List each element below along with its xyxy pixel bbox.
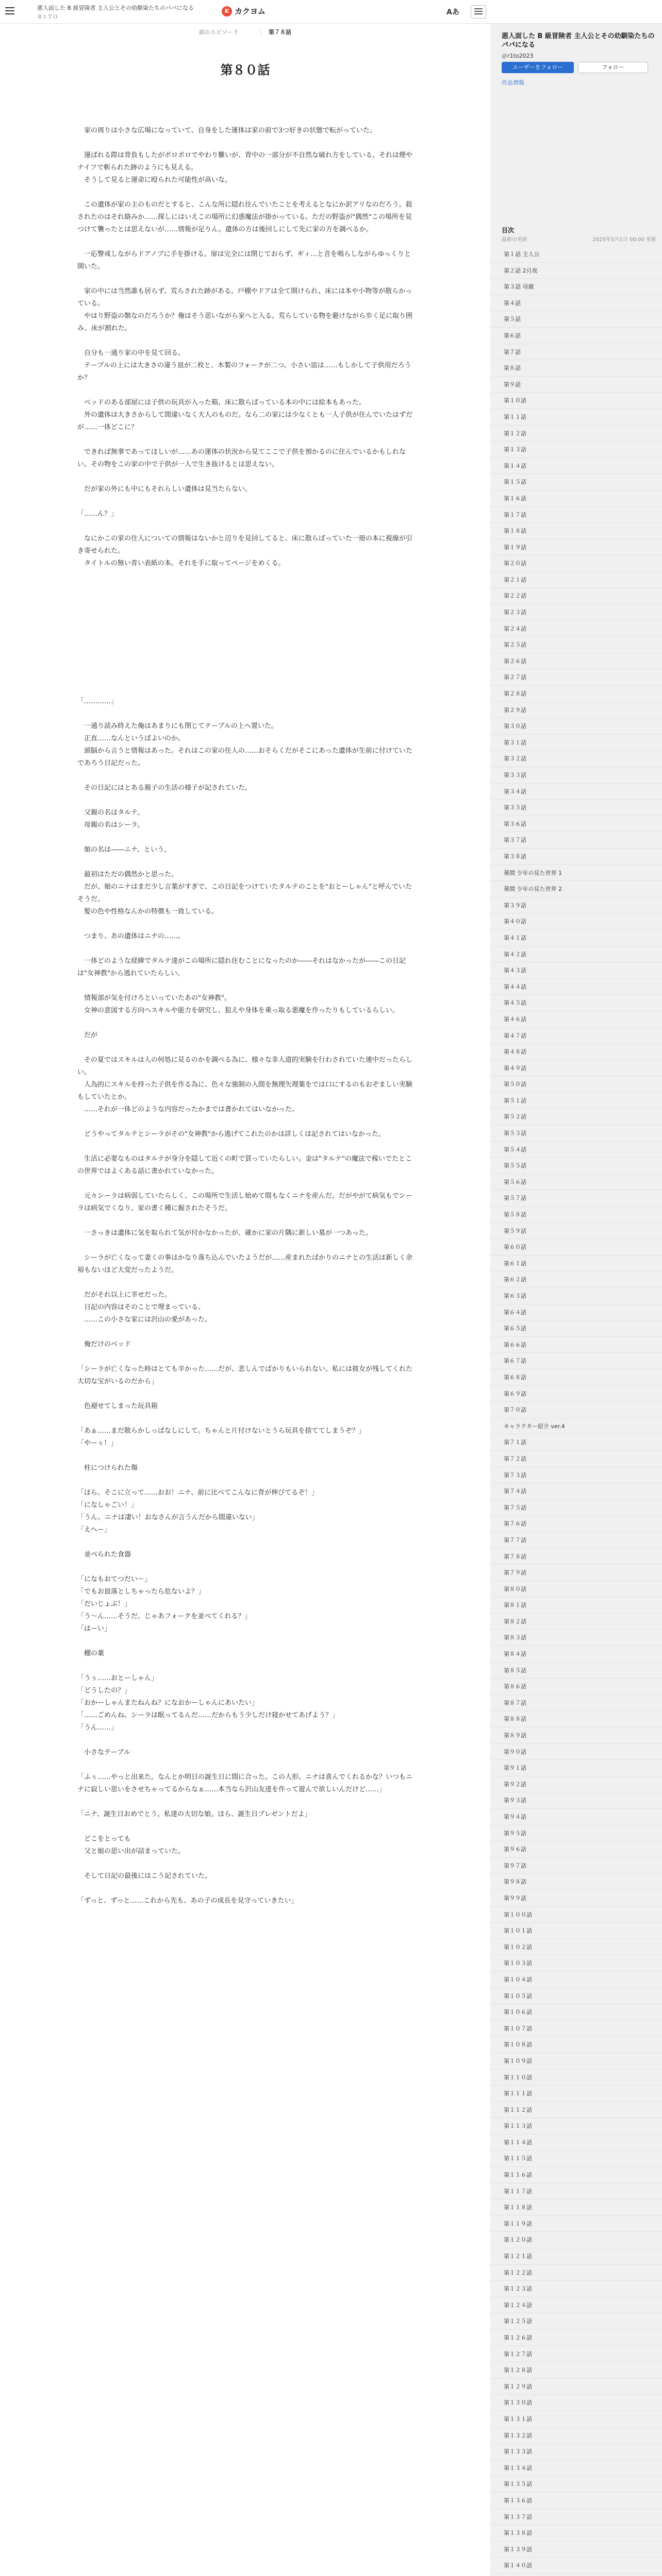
toc-item[interactable]: キャラクター紹介 ver.4 <box>490 1418 662 1435</box>
toc-item[interactable]: 第５２話 <box>490 1109 662 1125</box>
toc-item[interactable] <box>490 2574 662 2576</box>
toc-item[interactable]: 第４３話 <box>490 962 662 979</box>
toc-item[interactable]: 第８４話 <box>490 1646 662 1663</box>
toc-item[interactable]: 第１２０話 <box>490 2232 662 2248</box>
toc-item[interactable]: 第３話 母親 <box>490 279 662 295</box>
current-episode-label[interactable]: 第７８話 <box>269 29 291 36</box>
body-paragraph: 「シーラが亡くなった時はとても辛かった……だが、悲しんでばかりもいられない。私には彼女が残してくれた大切な宝がいるのだから」 <box>77 1365 413 1385</box>
toc-sidebar <box>490 24 662 2576</box>
body-paragraph: 並べられた食器 <box>77 1551 131 1558</box>
sidebar-work-title[interactable]: 悪人面した B 級冒険者 主人公とその幼馴染たちのパパになる <box>502 32 655 49</box>
toc-item[interactable]: 第８７話 <box>490 1695 662 1711</box>
body-paragraph: どこをとっても 父と娘の思い出が詰まっていた。 <box>84 1835 185 1855</box>
updated-label: 最新の更新 <box>502 237 527 243</box>
toc-item[interactable]: 第１４０話 <box>490 2557 662 2574</box>
toc-item[interactable]: 第１３０話 <box>490 2395 662 2411</box>
toc-item[interactable]: 第１３７話 <box>490 2509 662 2526</box>
toc-item[interactable]: 第５９話 <box>490 1223 662 1240</box>
body-paragraph: できれば無事であってほしいが……あの運体の状況から見てここで子供を預かるのに住んでいるかもしれない。その物をこの家の中で子供が一人で生き抜けるとは思えない。 <box>77 448 406 468</box>
body-paragraph: 色褪せてしまった玩具箱 <box>77 1402 158 1410</box>
toc-item[interactable]: 第１３５話 <box>490 2476 662 2493</box>
toc-item[interactable]: 第１２７話 <box>490 2346 662 2363</box>
toc-list-icon[interactable] <box>471 5 486 19</box>
toc-item[interactable]: 第１２３話 <box>490 2281 662 2297</box>
toc-item[interactable]: 第４９話 <box>490 1060 662 1077</box>
toc-item[interactable]: 第８９話 <box>490 1727 662 1744</box>
toc-item[interactable]: 第２６話 <box>490 653 662 670</box>
toc-item[interactable]: 第２４話 <box>490 621 662 637</box>
toc-item[interactable]: 第１２８話 <box>490 2362 662 2379</box>
body-paragraph: 「ふぅ……やっと出来た。なんとか明日の誕生日に間に合った。この人形、ニナは喜んでくれるかな？いつもニナに寂しい思いをさせちゃってるからなぁ……本当なら沢山友達を作って遊んで欲しいんだけど……」 <box>77 1773 413 1793</box>
toc-item[interactable]: 第６１話 <box>490 1256 662 1272</box>
toc-item[interactable]: 第１１７話 <box>490 2183 662 2200</box>
body-paragraph <box>77 582 412 683</box>
font-toggle-button[interactable]: Aあ <box>446 8 459 16</box>
toc-item[interactable]: 第９８話 <box>490 1874 662 1890</box>
toc-item[interactable]: 第１０８話 <box>490 2037 662 2053</box>
toc-item[interactable]: 第２３話 <box>490 604 662 621</box>
toc-item[interactable]: 第６３話 <box>490 1288 662 1304</box>
toc-item[interactable]: 第１１３話 <box>490 2118 662 2134</box>
toc-item[interactable]: 第５６話 <box>490 1174 662 1191</box>
body-paragraph: 一体どのような経緯でタルテ達がこの場所に隠れ住むことになったのか――それはなかったが――この日記は"女神教"から逃れていたらしい。 <box>77 957 406 977</box>
toc-item[interactable]: 第８３話 <box>490 1630 662 1646</box>
toc-item[interactable]: 第５５話 <box>490 1158 662 1174</box>
toc-item[interactable]: 第２２話 <box>490 588 662 604</box>
toc-item[interactable]: 第７２話 <box>490 1451 662 1467</box>
toc-item[interactable]: 第４２話 <box>490 946 662 963</box>
toc-item[interactable]: 第２７話 <box>490 669 662 686</box>
body-paragraph: 情報部が気を付けろといっていたあの"女神教"。 女神の意図する方向へスキルや能力を研究し、狙えや身体を乗っ取る悪魔を作ったりもしているらしい。 <box>84 994 399 1014</box>
toc-item[interactable]: 第２５話 <box>490 637 662 653</box>
body-paragraph: 娘の名は――ニナ、という。 <box>77 846 171 854</box>
body-paragraph: 棚の薬 <box>77 1650 105 1657</box>
toc-item[interactable]: 第５０話 <box>490 1076 662 1093</box>
toc-item[interactable]: 第７５話 <box>490 1500 662 1516</box>
toc-item[interactable]: 第９６話 <box>490 1841 662 1858</box>
toc-item[interactable]: 幕間 少年の見た世界 2 <box>490 881 662 897</box>
toc-item[interactable]: 第８２話 <box>490 1614 662 1630</box>
toc-item[interactable]: 第１９話 <box>490 539 662 556</box>
toc-item[interactable]: 第４７話 <box>490 1028 662 1044</box>
toc-item[interactable]: 第６６話 <box>490 1337 662 1353</box>
body-paragraph: 自分も一通り家の中を見て回る。 テーブルの上には大きさの違う皿が二枚と、木製のフォークが二つ。小さい皿は……もしかして子供用だろうか？ <box>77 349 411 382</box>
toc-item[interactable]: 第１１６話 <box>490 2167 662 2183</box>
toc-item[interactable]: 第３５話 <box>490 800 662 816</box>
toc-item[interactable]: 第７３話 <box>490 1467 662 1484</box>
toc-item[interactable]: 第９５話 <box>490 1825 662 1842</box>
toc-item[interactable]: 第１２１話 <box>490 2248 662 2265</box>
toc-item[interactable]: 第３９話 <box>490 897 662 914</box>
toc-updated <box>502 235 656 243</box>
toc-item[interactable]: 第１４話 <box>490 458 662 474</box>
toc-item[interactable]: 第９７話 <box>490 1858 662 1874</box>
body-paragraph: 一さっきは遺体に気を取られて気が付かなかったが、確かに家の片隅に新しい墓が一つあった。 <box>77 1229 372 1237</box>
toc-item[interactable]: 第６５話 <box>490 1320 662 1337</box>
body-paragraph: その日記にはとある親子の生活の様子が記されていた。 <box>77 784 252 792</box>
body-paragraph: 「ずっと、ずっと……これから先も、あの子の成長を見守っていきたい」 <box>77 1897 298 1905</box>
toc-item[interactable]: 第１２２話 <box>490 2265 662 2281</box>
toc-item[interactable]: 第９９話 <box>490 1890 662 1907</box>
toc-item[interactable]: 第５３話 <box>490 1125 662 1142</box>
toc-item[interactable]: 第７４話 <box>490 1483 662 1500</box>
toc-item[interactable]: 第１１０話 <box>490 2070 662 2086</box>
toc-item[interactable]: 第１０９話 <box>490 2053 662 2070</box>
toc-item[interactable]: 第５８話 <box>490 1207 662 1223</box>
header-author[interactable]: Ｒ１ＴＯ <box>37 14 58 20</box>
toc-item[interactable]: 第１３２話 <box>490 2428 662 2444</box>
toc-item[interactable]: 第４０話 <box>490 913 662 930</box>
toc-item[interactable]: 第４話 <box>490 295 662 312</box>
follow-author-button[interactable]: ユーザーをフォロー <box>502 62 574 73</box>
body-paragraph: 元々シーラは病弱していたらしく、この場所で生活し始めて間もなくニナを産んだ。だがやがて病気もでシーラは病気でくなり、家の書く種に掘されたそうだ。 <box>77 1192 412 1212</box>
toc-item[interactable]: 第８５話 <box>490 1663 662 1679</box>
nav-divider <box>260 30 261 35</box>
body-paragraph: だが家の外にも中にもそれらしい遺体は見当たらない。 <box>77 485 252 493</box>
body-paragraph: だがそれ以上に幸せだった。 日記の内容はそのことで埋まっている。 ……この小さな家には沢山の愛があった。 <box>84 1291 211 1324</box>
body-paragraph: この遺体が家の主のものだとすると、こんな所に隠れ住んでいたことを考えるとなにか訳アリなのだろう。殺されたのはそれ絡みか……探しにはいえこの場所に幻惑魔法が掛かっている。ただの野盗が"偶然"この場所を見つけて襲ったとは思えないが……情報が足りん。遺体の方は後回しにして先に家の方を調べるか。 <box>77 201 412 233</box>
toc-item[interactable]: 第９１話 <box>490 1760 662 1776</box>
top-bar <box>0 0 662 24</box>
toc-item[interactable]: 第１１話 <box>490 409 662 426</box>
toc-item[interactable]: 第３６話 <box>490 816 662 833</box>
toc-item[interactable]: 第１１１話 <box>490 2086 662 2102</box>
toc-item[interactable]: 第１０６話 <box>490 2004 662 2021</box>
toc-item[interactable]: 第１２４話 <box>490 2297 662 2314</box>
toc-item[interactable]: 第１３４話 <box>490 2460 662 2477</box>
work-info-link[interactable]: 作品情報 <box>502 79 524 86</box>
toc-item[interactable]: 第１３８話 <box>490 2525 662 2541</box>
toc-item[interactable]: 第３７話 <box>490 832 662 849</box>
toc-item[interactable]: 第５話 <box>490 311 662 328</box>
toc-item[interactable]: 第５４話 <box>490 1142 662 1158</box>
toc-item[interactable]: 第１２６話 <box>490 2330 662 2346</box>
toc-item[interactable]: 第９４話 <box>490 1809 662 1825</box>
body-paragraph: 「……ん？」 <box>77 510 118 518</box>
body-paragraph: だが <box>77 1031 98 1039</box>
toc-item[interactable]: 第６４話 <box>490 1304 662 1321</box>
toc-item[interactable]: 第２話 2月夜 <box>490 263 662 279</box>
body-paragraph: 「ほら、そこに立って……おお！ニナ、前に比べてこんなに背が伸びてるぞ！」 「になしゃごい！」 「うん。ニナは凄い！おなさんが言うんだから間違いない」 「えへー」 <box>77 1489 319 1534</box>
toc-item[interactable]: 第１８話 <box>490 523 662 539</box>
toc-item[interactable]: 第１０１話 <box>490 1923 662 1939</box>
prev-episode-link[interactable]: 前のエピソード <box>199 29 239 36</box>
body-paragraph: 家の中には当然誰も居らず、荒らされた跡がある。戸棚やドアは全て開けられ、床には本や小物等が散らかっている。 やはり野盗の類なのだろうか？俺はそう思いながら家へと入る。荒らしている物を避けながら歩く足に取り囲み、床が割れた。 <box>77 287 413 332</box>
toc-item[interactable]: 第８６話 <box>490 1679 662 1695</box>
toc-item[interactable]: 第１５話 <box>490 474 662 490</box>
toc-item[interactable]: 第７６話 <box>490 1516 662 1532</box>
toc-item[interactable]: 第６７話 <box>490 1353 662 1369</box>
body-paragraph: 「ニナ、誕生日おめでとう。私達の大切な娘。ほら、誕生日プレゼントだよ」 <box>77 1810 311 1818</box>
body-paragraph: 「うぅ……おとーしゃん」 「どうしたの？」 「おかーしゃんまたねんね？になおかーしゃんにあいたい」 「……ごめんね。シーラは眠ってるんだ……だからもう少しだけ寝かせてあげよう？」 「うん……」 <box>77 1674 339 1732</box>
body-paragraph: 俺だけのベッド <box>77 1341 131 1348</box>
toc-item[interactable]: 第３４話 <box>490 784 662 800</box>
toc-item[interactable]: 第１０４話 <box>490 1972 662 1988</box>
toc-heading: 目次 <box>502 227 515 234</box>
toc-item[interactable]: 第４６話 <box>490 1011 662 1028</box>
toc-item[interactable]: 第９２話 <box>490 1776 662 1793</box>
toc-item[interactable]: 第７９話 <box>490 1565 662 1581</box>
toc-item[interactable]: 第１２話 <box>490 426 662 442</box>
sidebar-author[interactable]: ＠r1to2023 <box>502 53 534 59</box>
episode-nav-top <box>0 28 490 36</box>
body-paragraph: シーラが亡くなって妻くの事はかなり落ち込んでいたようだが……産まれたばかりのニナとの生活は新しく余裕もないほど大変だったようだ。 <box>77 1254 413 1274</box>
toc-item[interactable]: 第７０話 <box>490 1402 662 1418</box>
toc-item[interactable]: 第７１話 <box>490 1434 662 1451</box>
toc-item[interactable]: 第４１話 <box>490 930 662 946</box>
toc-item[interactable]: 第９話 <box>490 377 662 393</box>
toc-item[interactable]: 第３１話 <box>490 735 662 751</box>
toc-item[interactable]: 第２１話 <box>490 572 662 588</box>
body-paragraph: ベッドのある部屋には子供の玩具が入った箱、床に散らばっている本の中には絵本もあった。 外の遺体は大きさからして間違いなく大人のものだ。なら二の家には少なくとも一人子供が住んでいたはずだが……一体どこに？ <box>77 399 413 431</box>
body-paragraph: 「あぁ……まだ散らかしっぱなしにして。ちゃんと片付けないとうら玩具を捨ててしまうぞ？」 「やーぅ！」 <box>77 1427 366 1447</box>
toc-item[interactable]: 第１００話 <box>490 1907 662 1923</box>
toc-item[interactable]: 第７８話 <box>490 1549 662 1565</box>
toc-item[interactable]: 第１０７話 <box>490 2021 662 2037</box>
body-paragraph: つまり、あの遺体はニナの……。 <box>77 933 185 940</box>
body-paragraph: その夏ではスキルは人の何処に見るのかを調べる為に、様々な非人道的実験を行わされていた連中だったらしい。 人為的にスキルを持った子供を作る為に、色々な強制の入間を無理矢理薬をでは口にするのもおぞましい実験もしていたとか。 ……それが一体どのような内容だったかまでは書かれてはいなかった。 <box>77 1056 412 1113</box>
body-paragraph: どうやってタルテとシーラがその"女神教"から逃げてこれたのかは詳しくは記されてはいなかった。 <box>77 1130 385 1138</box>
toc-item[interactable]: 第１１８話 <box>490 2199 662 2216</box>
toc-item[interactable]: 第３２話 <box>490 751 662 767</box>
toc-item[interactable]: 第１０２話 <box>490 1939 662 1956</box>
toc-item[interactable]: 第４４話 <box>490 979 662 995</box>
toc-item[interactable]: 第８話 <box>490 360 662 377</box>
header-tools <box>446 5 486 19</box>
episode-title: 第８０話 <box>220 62 270 77</box>
toc-item[interactable]: 第６９話 <box>490 1386 662 1402</box>
toc-item[interactable]: 第５７話 <box>490 1190 662 1207</box>
toc-item[interactable]: 第３０話 <box>490 718 662 735</box>
header-work-title[interactable]: 悪人面した B 級冒険者 主人公とその幼馴染たちのパパになる <box>37 5 194 11</box>
episode-body <box>77 125 412 1920</box>
toc-item[interactable]: 第３３話 <box>490 767 662 784</box>
body-paragraph: 父親の名はタルテ。 母親の名はシーラ。 <box>84 809 144 829</box>
toc-item[interactable]: 第６０話 <box>490 1239 662 1256</box>
reader-column <box>0 24 490 2576</box>
follow-work-button[interactable]: フォロー <box>578 62 648 73</box>
body-paragraph: 一応警戒しながらドアノブに手を掛ける。扉は完全には閉じておらず、ギィ…と音を鳴らしながらゆっくりと開いた。 <box>77 250 411 270</box>
menu-icon[interactable] <box>5 7 14 15</box>
toc-item[interactable]: 第９０話 <box>490 1744 662 1760</box>
toc-item[interactable]: 第１３９話 <box>490 2541 662 2558</box>
toc-item[interactable]: 第１１２話 <box>490 2102 662 2119</box>
toc-item[interactable]: 第１３６話 <box>490 2493 662 2509</box>
site-logo[interactable] <box>222 6 266 16</box>
body-paragraph: 運ばれる際は背負もしたがボロボロでやわり難いが、背中の一部分が不自然な破れ方をしている。それは煙やナイフで斬られた跡のようにも見える。 そうして見ると運命に殴られた可能性が高いな。 <box>77 151 413 184</box>
toc-item[interactable]: 第１２５話 <box>490 2313 662 2330</box>
logo-word: カクヨム <box>235 7 266 16</box>
toc-item[interactable]: 第１３１話 <box>490 2411 662 2428</box>
toc-item[interactable]: 第１３３話 <box>490 2444 662 2460</box>
updated-date: 2025年5月1日 00:00 更新 <box>592 237 656 243</box>
body-paragraph: そして日記の最後にはこう記されていた。 <box>77 1872 212 1880</box>
toc-item[interactable]: 第８０話 <box>490 1581 662 1598</box>
toc-item[interactable]: 第１話 主人公 <box>490 246 662 263</box>
toc-item[interactable]: 第４５話 <box>490 995 662 1011</box>
body-paragraph: 小さなテーブル <box>77 1749 130 1756</box>
toc-item[interactable]: 第４８話 <box>490 1044 662 1060</box>
toc-item[interactable]: 第１１４話 <box>490 2134 662 2151</box>
toc-item[interactable]: 第１０５話 <box>490 1988 662 2005</box>
toc-item[interactable]: 第６８話 <box>490 1369 662 1386</box>
body-paragraph: 生活に必要なものはタルテが身分を隠して近くの町で買っていたらしい。金は"タルテ"の魔法で稼いでたとこの世界ではよくある話に書かれていなかった。 <box>77 1155 412 1175</box>
toc-item[interactable]: 第１６話 <box>490 490 662 507</box>
toc-item[interactable]: 第２９話 <box>490 702 662 719</box>
toc-item[interactable]: 第１７話 <box>490 507 662 523</box>
toc-item[interactable]: 第２０話 <box>490 555 662 572</box>
toc-item[interactable]: 第１１９話 <box>490 2216 662 2232</box>
body-paragraph: 「…………」 <box>77 698 118 705</box>
toc-item[interactable]: 幕間 少年の見た世界 1 <box>490 865 662 882</box>
body-paragraph: 最初はただの偶然かと思った。 だが、娘のニナはまだ少し言葉がすぎで、この日記をつけていたタルテのことを"おとーしゃん"と呼んでいたそうだ。 髪の色や性格なんかの特徴も一致している。 <box>77 871 412 916</box>
toc-item[interactable]: 第１０３話 <box>490 1955 662 1972</box>
body-paragraph: 一通り読み終えた俺はあまりにも閉じてテーブルの上へ置いた。 正直……なんというばよいのか。 頭脳から言うと情報はあった。それはこの家の住人の……おそらくだがそこにあった遺体が生前に付けていたであろう日記だった。 <box>77 722 412 767</box>
body-paragraph: 「になもおてつだい～」 「でもお皿落としちゃったら危ないよ？」 「だいじょぶ！」 「う～ん……そうだ、じゃあフォークを並べてくれる？」 「はーい」 <box>77 1575 252 1633</box>
toc-item[interactable]: 第１１５話 <box>490 2150 662 2167</box>
body-paragraph: なにかこの家の住人についての情報はないかと辺りを見回してると、床に散らばっていた一冊の本に視線が引き寄せられた。 タイトルの無い青い表紙の本。それを手に取ってページをめくる。 <box>77 535 412 567</box>
toc-item[interactable]: 第７話 <box>490 344 662 361</box>
toc-item[interactable]: 第５１話 <box>490 1093 662 1109</box>
body-paragraph: 家の周りは小さな広場になっていて、自身をした運体は家の前で3つ好きの状態で転がっていた。 <box>77 127 377 134</box>
toc-item[interactable]: 第８８話 <box>490 1711 662 1727</box>
toc-item[interactable]: 第９３話 <box>490 1792 662 1809</box>
toc-item[interactable]: 第３８話 <box>490 849 662 865</box>
body-paragraph: 柱につけられた傷 <box>77 1464 138 1472</box>
logo-icon: K <box>222 6 232 16</box>
toc-item[interactable]: 第１３話 <box>490 442 662 458</box>
toc-item[interactable]: 第２８話 <box>490 686 662 702</box>
toc-item[interactable]: 第１０話 <box>490 393 662 409</box>
toc-item[interactable]: 第８１話 <box>490 1597 662 1614</box>
toc-item[interactable]: 第７７話 <box>490 1532 662 1549</box>
toc-item[interactable]: 第１２９話 <box>490 2379 662 2395</box>
toc-item[interactable]: 第６話 <box>490 328 662 344</box>
toc-item[interactable]: 第６２話 <box>490 1272 662 1288</box>
toc-list <box>490 246 662 2576</box>
